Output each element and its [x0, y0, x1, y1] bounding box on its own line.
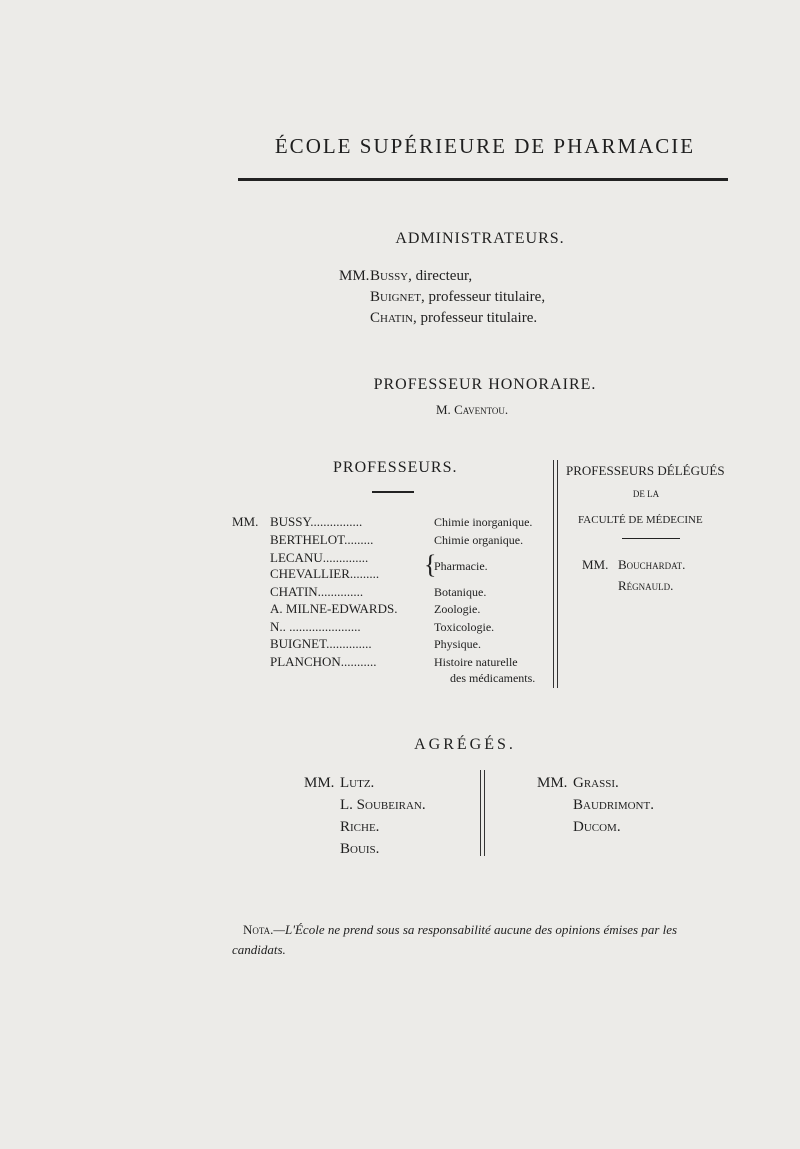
nota-line: [243, 922, 677, 938]
administrateur-role: , directeur,: [408, 268, 473, 284]
agreges-separator: [484, 770, 485, 856]
pharmacie-label: Pharmacie.: [434, 559, 488, 573]
honoraire-prefix: M.: [436, 402, 451, 417]
agrege-name: Ducom.: [573, 819, 621, 835]
professeur-name: BUIGNET..............: [270, 636, 372, 651]
professeur-name: N.. ......................: [270, 619, 361, 634]
agrege-name: Baudrimont.: [573, 797, 654, 813]
administrateurs-prefix: MM.: [339, 268, 370, 284]
professeur-subject: Physique.: [434, 637, 482, 651]
delegues-divider: [622, 538, 680, 539]
professeur-name: A. MILNE-EDWARDS.: [270, 601, 398, 616]
professeur-name: LECANU..............: [270, 550, 369, 565]
professeur-subject: Zoologie.: [434, 602, 481, 616]
page-title: ÉCOLE SUPÉRIEURE DE PHARMACIE: [274, 134, 696, 158]
agrege-name: Lutz.: [340, 775, 375, 791]
professeur-name: BUSSY................: [270, 514, 363, 529]
administrateurs-heading: ADMINISTRATEURS.: [395, 230, 565, 247]
professeur-name: CHATIN..............: [270, 584, 364, 599]
professeur-subject: Histoire naturelle: [434, 655, 518, 669]
administrateur-role: , professeur titulaire,: [420, 289, 546, 305]
pharmacie-brace: {: [424, 550, 437, 579]
professeur-subject: Botanique.: [434, 585, 487, 599]
nota-text: —L'École ne prend sous sa responsabilité aucune des opinions émises par les: [273, 922, 678, 937]
delegues-heading: PROFESSEURS DÉLÉGUÉS: [566, 463, 725, 478]
professeur-subject: Chimie inorganique.: [434, 515, 533, 529]
administrateur-name: Buignet: [370, 289, 421, 305]
professeurs-divider: [372, 491, 414, 493]
professeur-subject: Toxicologie.: [434, 620, 495, 634]
administrateur-row: [370, 268, 472, 285]
delegue-name: Bouchardat.: [618, 557, 686, 572]
honoraire-heading: PROFESSEUR HONORAIRE.: [373, 376, 597, 393]
agreges-prefix-right: MM.: [537, 775, 568, 791]
agrege-name: Bouis.: [340, 841, 380, 857]
agrege-name: Riche.: [340, 819, 380, 835]
delegue-name: Régnauld.: [618, 578, 674, 593]
honoraire-row: [436, 402, 508, 418]
professeurs-heading: PROFESSEURS.: [333, 459, 458, 476]
professeur-name: BERTHELOT.........: [270, 532, 374, 547]
column-separator: [553, 460, 554, 688]
column-separator: [557, 460, 558, 688]
professeur-name: PLANCHON...........: [270, 654, 377, 669]
agreges-separator: [480, 770, 481, 856]
agreges-heading: AGRÉGÉS.: [414, 736, 516, 753]
delegues-prefix: MM.: [582, 557, 609, 572]
professeur-subject-continuation: des médicaments.: [450, 671, 536, 685]
agrege-name: Grassi.: [573, 775, 619, 791]
honoraire-name: Caventou.: [454, 402, 509, 417]
nota-label: Nota.: [243, 922, 274, 937]
administrateur-name: Bussy: [370, 268, 409, 284]
agreges-prefix-left: MM.: [304, 775, 335, 791]
title-divider: [238, 178, 728, 181]
agrege-name: L. Soubeiran.: [340, 797, 426, 813]
administrateur-row: [370, 310, 537, 327]
delegues-faculte: FACULTÉ DE MÉDECINE: [578, 514, 703, 526]
professeurs-prefix: MM.: [232, 514, 259, 529]
delegues-de-la: DE LA: [632, 489, 660, 499]
administrateur-role: , professeur titulaire.: [413, 310, 538, 326]
administrateur-name: Chatin: [370, 310, 413, 326]
nota-text-2: candidats.: [232, 942, 286, 957]
professeur-name: CHEVALLIER.........: [270, 566, 380, 581]
nota-line-2: [232, 942, 286, 958]
professeur-subject: Chimie organique.: [434, 533, 524, 547]
administrateur-row: [370, 289, 545, 306]
